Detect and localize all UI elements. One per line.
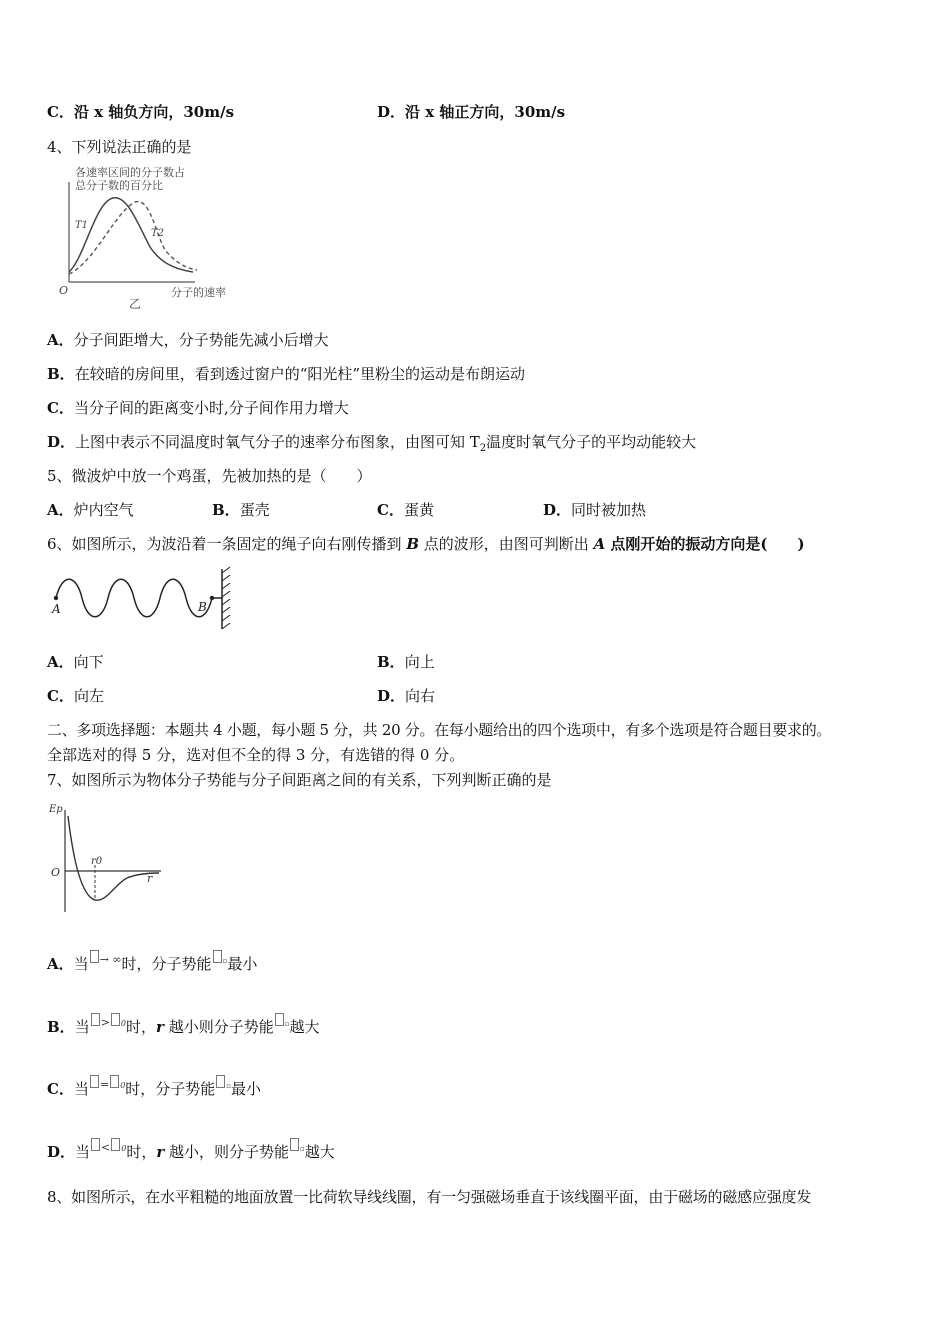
missing-glyph-icon <box>111 1138 120 1151</box>
q5-option-b: B．蛋壳 <box>212 501 270 519</box>
section2-line1: 二、多项选择题：本题共 4 小题，每小题 5 分，共 20 分。在每小题给出的四个选项中，有多个选项是符合题目要求的。 <box>47 721 832 739</box>
q3-option-c: C．沿 x 轴负方向，30m/s <box>47 103 235 121</box>
missing-glyph-icon <box>90 1075 99 1088</box>
q3-option-d-text: 沿 x 轴正方向，30m/s <box>405 103 566 121</box>
section2-line2: 全部选对的得 5 分，选对但不全的得 3 分，有选错的得 0 分。 <box>47 746 465 764</box>
missing-glyph-icon <box>110 1075 119 1088</box>
q4-xlabel: 分子的速率 <box>171 286 226 299</box>
q4-curve-t1-label: T1 <box>75 220 89 231</box>
q7-xlabel: r <box>147 872 153 885</box>
q5-stem: 5、微波炉中放一个鸡蛋，先被加热的是（ ） <box>47 467 372 485</box>
missing-glyph-icon <box>290 1138 299 1151</box>
missing-glyph-icon <box>90 950 99 963</box>
q3-option-c-text: 沿 x 轴负方向，30m/s <box>73 103 235 121</box>
q4-curve-t2-label: T2 <box>151 228 165 239</box>
q7-stem: 7、如图所示为物体分子势能与分子间距离之间的有关系，下列判断正确的是 <box>47 771 552 789</box>
q6-wave <box>56 579 212 617</box>
q4-option-c: C．当分子间的距离变小时,分子间作用力增大 <box>47 399 349 417</box>
q5-option-a: A．炉内空气 <box>47 501 134 519</box>
missing-glyph-icon <box>213 950 222 963</box>
q4-ylabel-line2: 总分子数的百分比 <box>75 179 163 192</box>
q6-wall-hatch <box>222 567 230 629</box>
q6-wave-figure <box>48 565 238 635</box>
q4-stem: 4、下列说法正确的是 <box>47 138 192 156</box>
q3-option-d: D．沿 x 轴正方向，30m/s <box>377 103 566 121</box>
q6-point-b: B <box>198 600 207 614</box>
q7-figure <box>45 798 170 918</box>
missing-glyph-icon <box>111 1013 120 1026</box>
q4-option-b: B．在较暗的房间里，看到透过窗户的“阳光柱”里粉尘的运动是布朗运动 <box>47 365 526 383</box>
q4-figure <box>55 162 245 312</box>
q4-caption: 乙 <box>129 297 142 311</box>
missing-glyph-icon <box>275 1013 284 1026</box>
q7-curve <box>68 816 159 900</box>
q6-option-d: D．向右 <box>377 687 436 705</box>
missing-glyph-icon <box>216 1075 225 1088</box>
q7-ylabel: Ep <box>49 804 63 815</box>
q7-option-c: C．当 = $^0$时，分子势能 ▫最小 <box>47 1075 261 1099</box>
q8-stem: 8、如图所示，在水平粗糙的地面放置一比荷软导线线圈，有一匀强磁场垂直于该线圈平面，由于磁场的磁感应强度发 <box>47 1188 812 1206</box>
q6-option-c: C．向左 <box>47 687 104 705</box>
q6-option-b: B．向上 <box>377 653 435 671</box>
q4-curve-t1 <box>69 198 193 272</box>
q4-ylabel-line1: 各速率区间的分子数占 <box>75 166 185 179</box>
q5-option-d: D．同时被加热 <box>543 501 647 519</box>
q6-option-a: A．向下 <box>47 653 104 671</box>
q5-option-c: C．蛋黄 <box>377 501 434 519</box>
q4-option-a: A．分子间距增大，分子势能先减小后增大 <box>47 331 329 349</box>
q7-r0: r0 <box>91 856 103 867</box>
missing-glyph-icon <box>91 1138 100 1151</box>
q6-point-a: A <box>52 602 61 616</box>
q4-option-d: D．上图中表示不同温度时氧气分子的速率分布图象，由图可知 $T_2$温度时氧气分子的平均动能较大 <box>47 433 697 454</box>
q4-origin: O <box>59 284 69 297</box>
q6-stem: 6、如图所示，为波沿着一条固定的绳子向右刚传播到 B 点的波形，由图可判断出 A 点刚开始的振动方向是( ) <box>47 535 805 553</box>
missing-glyph-icon <box>91 1013 100 1026</box>
q6-point-a-dot <box>54 596 58 600</box>
q7-option-d: D．当 < $^0$时，r 越小，则分子势能 ▫越大 <box>47 1138 335 1162</box>
q7-origin: O <box>51 866 61 879</box>
q7-option-b: B．当 > $^0$时，r 越小则分子势能 ▫越大 <box>47 1013 319 1037</box>
q7-option-a: A．当 → ∞时，分子势能 ▫最小 <box>47 950 257 974</box>
